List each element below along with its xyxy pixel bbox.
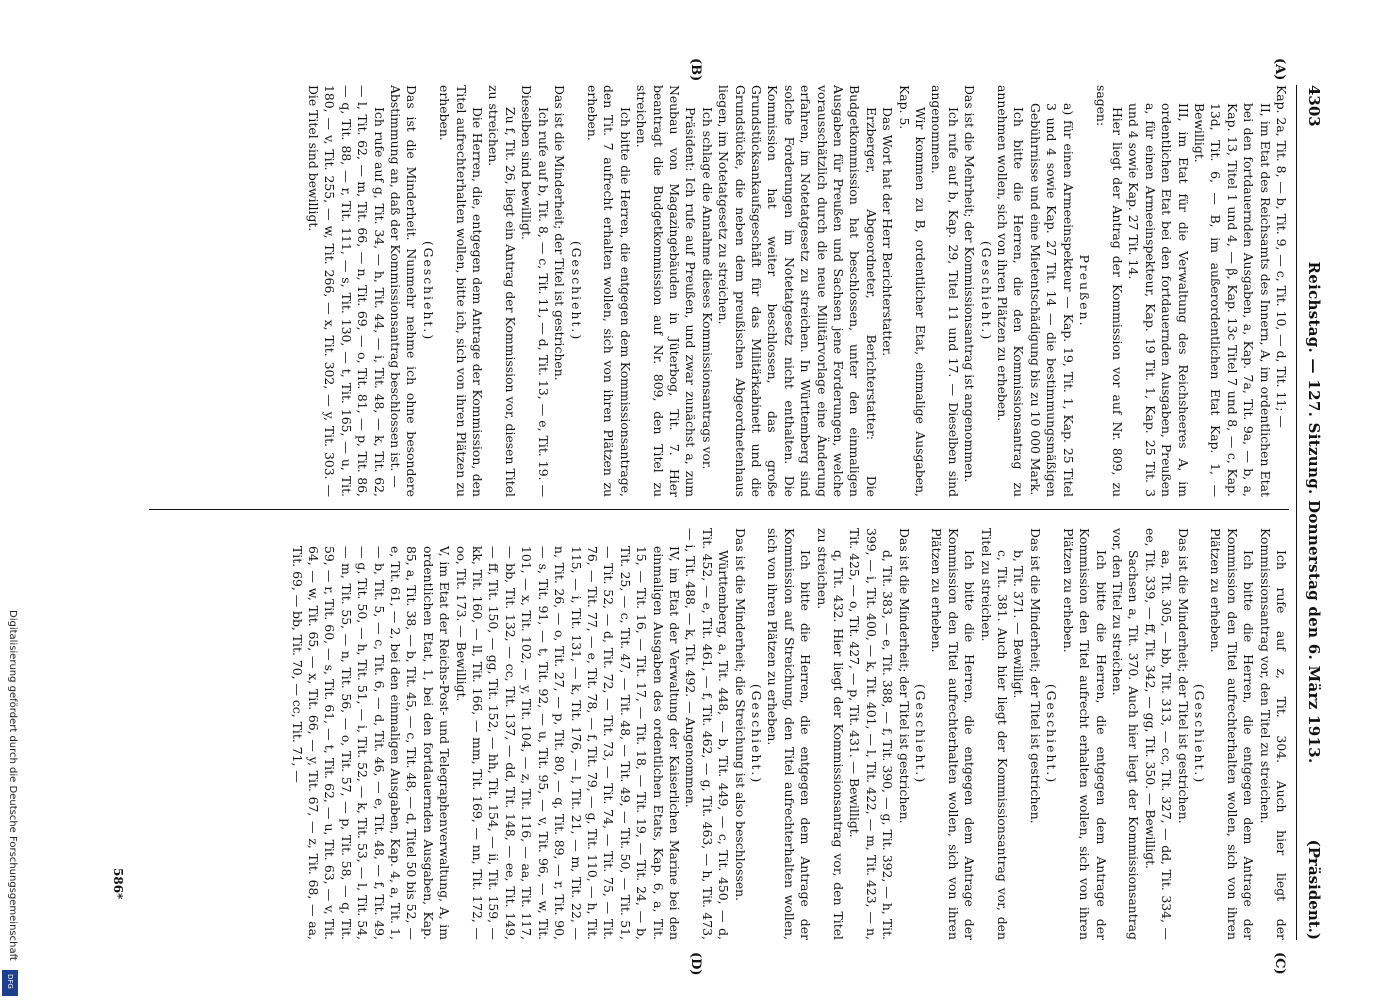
digitization-sidebar [0,610,22,1000]
paragraph: aa, Tit. 305, — bb, Tit. 313, — cc, Tit. 327, — dd, Tit. 334, — ee, Tit. 339, — ff, Tit. 342, — gg, Tit. 350. — Bewilligt. [1142,528,1175,940]
paragraph: a) für einen Armeeinspekteur — Kap. 19, Tit. 1, Kap. 25 Titel 3 und 4 sowie Kap. 27 Tit. 14 — die bestimmungsmäßigen Gebührnisse und eine Mietentschädigung bis zu 10 000 Mark. [1027,103,1076,497]
margin-marker-d: (D) [688,952,703,976]
paragraph: Ich rufe auf g, Tit. 34, — h, Tit. 44, — i, Tit. 48, — k, Tit. 62, — l, Tit. 62, — m, Tit. 66, — n, Tit. 69, — o, Tit. 81, — p, Tit. 86, — q, Tit. 88, — r, Tit. 111, — s, Tit. 130, — t, Tit. 165, — u, Tit. 180, — v, Tit. 255, — w, Tit. 266, — x, Tit. 302, — y, Tit. 303. — Die Titel sind bewilligt. [306,85,387,497]
dfg-logo [2,970,18,996]
paragraph: b, Tit. 371. — Bewilligt. [1011,550,1027,699]
paragraph: Das ist die Minderheit; die Streichung ist also beschlossen. [732,528,748,902]
paragraph: Das ist die Minderheit. Nunmehr nehme ich ohne besondere Abstimmung an, daß der Kommissionsantrag beschlossen ist. — [388,85,420,497]
paragraph: Ich schlage die Annahme dieses Kommissionsantrags vor. [699,107,715,470]
paragraph: IV, im Etat der Verwaltung der Kaiserlichen Marine bei den einmaligen Ausgaben des ordentlichen Etats, Kap. 6, a, Tit. 15, — Tit. 16, — Tit. 17, — Tit. 18, — Tit. 19, — Tit. 24, — b, Tit. 25, — c, Tit. 47, — Tit. 48, — Tit. 49, — Tit. 50, — Tit. 51, — Tit. 52, — d, Tit. 72, — Tit. 73, — Tit. 74, — Tit. 75, — Tit. 76, — Tit. 77, — e, Tit. 78, — f, Tit. 79, — g, Tit. 110, — h, Tit. 115, — i, Tit. 131, — k, Tit. 176, — l, Tit. 21, — m, Tit. 22, — n, Tit. 26, — o, Tit. 27, — p, Tit. 80, — q, Tit. 89, — r, Tit. 90, — s, Tit. 91, — t, Tit. 92, — u, Tit. 95, — v, Tit. 96, — w, Tit. 101, — x, Tit. 102, — y, Tit. 104, — z, Tit. 116, — aa, Tit. 117, — bb, Tit. 132, — cc, Tit. 137, — dd, Tit. 148, — ee, Tit. 149, — ff, Tit. 150, — gg, Tit. 152, — hh, Tit. 154, — ii, Tit. 159, — kk, Tit. 160, — ll, Tit. 166, — mm, Tit. 169, — nn, Tit. 172, — oo, Tit. 173. — Bewilligt. [453,546,682,940]
page-code: 586* [111,868,125,900]
text-column-left [149,85,1289,497]
paragraph: Preußen. [1077,254,1093,328]
paragraph: (Geschieht.) [749,683,764,785]
paragraph: Wir kommen zu B, ordentlicher Etat, einmalige Ausgaben, Kap. 5. [896,85,929,497]
paragraph: (Geschieht.) [978,240,994,342]
paragraph: Erzberger, Abgeordneter, Berichterstatter: Die Budgetkommission hat beschlossen, unter den einmaligen Ausgaben für Preußen und Sachsen jene Forderungen, welche vorausschätzlich durch die neue Militärvorlage eine Änderung erfahren, im Notetatgesetz zu streichen. In Württemberg sind solche Forderungen im Notetatgesetz nicht enthalten. Die Kommission hat weiter beschlossen, das große Grundstücksankaufsgeschäft für das Militärkabinett und die Grundstücke, die neben dem preußischen Abgeordnetenhaus liegen, im Notetatgesetz zu streichen. [716,85,879,497]
paragraph: Ich bitte die Herren, die entgegen dem Antrage der Kommission den Titel aufrecht erhalten wollen, sich von ihren Plätzen zu erheben. [1060,528,1109,940]
paragraph: c, Tit. 381. Auch hier liegt der Kommissionsantrag vor, den Titel zu streichen. [978,528,1011,940]
column-divider [149,509,1289,510]
margin-marker-a: (A) [1272,58,1287,81]
paragraph: Württemberg, a, Tit. 448, — b, Tit. 449, — c, Tit. 450, — d, Tit. 452, — e, Tit. 461, — f, Tit. 462, — g, Tit. 463, — h, Tit. 473, — i, Tit. 488, — k, Tit. 492. — Angenommen. [683,528,732,940]
paragraph: Ich rufe auf b, Tit. 8, — c, Tit. 11, — d, Tit. 13, — e, Tit. 19. — Dieselben sind bewilligt. [519,85,551,497]
digitization-note: Digitalisierung gefördert durch die Deutsche Forschungsgemeinschaft [7,610,18,961]
paragraph: Das ist die Mehrheit; der Kommissionsantrag ist angenommen. [962,85,978,483]
paragraph: Ich rufe auf z, Tit. 304. Auch hier liegt der Kommissionsantrag vor, den Titel zu streichen. [1257,528,1289,940]
paragraph: Das ist die Minderheit; der Titel ist gestrichen. [1175,528,1191,824]
paragraph: (Geschieht.) [913,683,929,785]
paragraph: d, Tit. 383, — e, Tit. 388, — f, Tit. 390, — g, Tit. 392, — h, Tit. 399, — i, Tit. 400, — k, Tit. 401, — l, Tit. 422, — m, Tit. 423, — n, Tit. 425, — o, Tit. 427, — p, Tit. 431. — Bewilligt. [847,528,896,940]
paragraph: Kap. 2a, Tit. 8, — b, Tit. 9, — c, Tit. 10, — d, Tit. 11; — [1274,85,1289,428]
paragraph: V, im Etat der Reichs-Post- und Telegraphenverwaltung, A, im ordentlichen Etat, 1, bei den fortdauernden Ausgaben, Kap. 85, a, Tit. 38, — b, Tit. 45, — c, Tit. 48, — d, Titel 50 bis 52, — e, Tit. 61, — 2, bei den einmaligen Ausgaben, Kap. 4, a, Tit. 1, — b, Tit. 5, — c, Tit. 6, — d, Tit. 46, — e, Tit. 48, — f, Tit. 49, — g, Tit. 50, — h, Tit. 51, — i, Tit. 52, — k, Tit. 53, — l, Tit. 54, — m, Tit. 55, — n, Tit. 56, — o, Tit. 57, — p, Tit. 58, — q, Tit. 59, — r, Tit. 60, — s, Tit. 61, — t, Tit. 62, — u, Tit. 63, — v, Tit. 64, — w, Tit. 65, — x, Tit. 66, — y, Tit. 67, — z, Tit. 68, — aa, Tit. 69, — bb, Tit. 70, — cc, Tit. 71, — [289,546,453,940]
paragraph: (Geschieht.) [1044,683,1060,785]
paragraph: Das ist die Minderheit; der Titel ist gestrichen. [552,85,568,381]
paragraph: III, im Etat für die Verwaltung des Reichsheeres A, im ordentlichen Etat bei den fortdauernden Ausgaben, Preußen a, für einen Armeeinspekteur, Kap. 19 Tit. 1, Kap. 25 Tit. 3 und 4 sowie Kap. 27 Tit. 14. [1126,103,1191,497]
paragraph: Das ist die Minderheit; der Titel ist gestrichen. [1027,528,1043,824]
paragraph: (Geschieht.) [420,240,436,342]
paragraph: Ich bitte die Herren, die entgegen dem Antrage der Kommission den Titel aufrechterhalten wollen, sich von ihren Plätzen zu erheben. [929,528,978,940]
paragraph: Ich bitte die Herren, die entgegen dem Antrage der Kommission den Titel aufrechterhalten wollen, sich von ihren Plätzen zu erheben. [1208,528,1257,940]
paragraph: Präsident: Ich rufe auf Preußen, und zwar zunächst a, zum Neubau von Magazingebäuden in Jüterbog, Tit. 7. Hier beantragt die Budgetkommission auf Nr. 809, den Titel zu streichen. [634,85,699,497]
paragraph: Ich rufe auf b, Kap. 29, Titel 11 und 17. — Dieselben sind angenommen. [929,85,961,497]
paragraph: (Geschieht.) [1191,683,1207,785]
paragraph: q, Tit. 432. Hier liegt der Kommissionsantrag vor, den Titel zu streichen. [814,528,847,940]
paragraph: Das ist die Minderheit; der Titel ist gestrichen. [896,528,912,824]
paragraph: Ich bitte die Herren, die den Kommissionsantrag zu annehmen wollen, sich von ihren Plätzen zu erheben. [995,85,1027,497]
session-title: Reichstag. — 127. Sitzung. Donnerstag den 6. März 1913. [1305,261,1323,764]
paragraph: Sachsen a, Tit. 370. Auch hier liegt der Kommissionsantrag vor, den Titel zu streichen. [1109,528,1142,940]
paragraph: Ich bitte die Herren, die entgegen dem Antrage der Kommission auf Streichung, den Titel aufrechterhalten wollen, sich von ihren Plätzen zu erheben. [765,528,814,940]
paragraph: Ich bitte die Herren, die entgegen dem Kommissionsantrage, den Tit. 7 aufrecht erhalten wollen, sich von ihren Plätzen zu erheben. [584,85,633,497]
paragraph: Die Herren, die, entgegen dem Antrage der Kommission, den Titel aufrechterhalten wollen, bitte ich, sich von ihren Plätzen zu erheben. [437,85,486,497]
dfg-logo-text: DFG [6,974,14,989]
page-header [1296,85,1323,940]
text-column-right [149,528,1289,940]
paragraph: (Geschieht.) [568,240,584,342]
speaker-label: (Präsident.) [1305,839,1323,940]
paragraph: II, im Etat des Reichsamts des Innern, A, im ordentlichen Etat bei den fortdauernden Ausgaben, a, Kap. 7a, Tit. 9a, — b, a, Kap. 13, Titel 1 und 4, — β, Kap. 13c Titel 7 und 8, — c, Kap. 13d, Tit. 6, — B, im außerordentlichen Etat Kap. 1, — Bewilligt. [1191,103,1273,497]
margin-marker-b: (B) [688,58,703,82]
margin-marker-c: (C) [1272,952,1287,975]
paragraph: Zu f, Tit. 26, liegt ein Antrag der Kommission vor, diesen Titel zu streichen. [486,85,518,497]
paragraph: Das Wort hat der Herr Berichterstatter. [880,107,896,357]
page-number: 4303 [1305,85,1323,127]
paragraph: Hier liegt der Antrag der Kommission vor auf Nr. 809, zu sagen: [1093,85,1125,497]
